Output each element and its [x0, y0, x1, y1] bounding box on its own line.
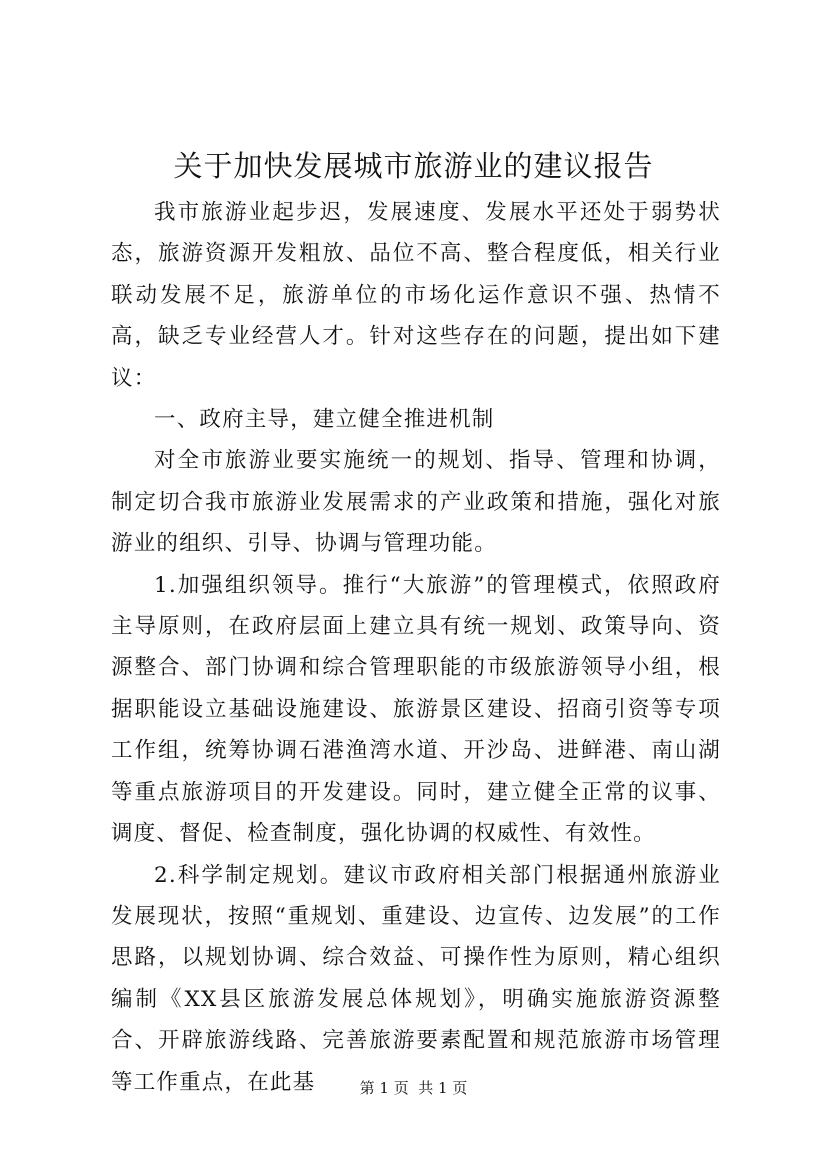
- paragraph-intro: 我市旅游业起步迟，发展速度、发展水平还处于弱势状态，旅游资源开发粗放、品位不高、整合程度低，相关行业联动发展不足，旅游单位的市场化运作意识不强、热情不高，缺乏专业经营人才。针对这些存在的问题，提出如下建议：: [111, 200, 721, 391]
- document-title: 关于加快发展城市旅游业的建议报告: [173, 149, 654, 183]
- paragraph-item-2: 2.科学制定规划。建议市政府相关部门根据通州旅游业发展现状，按照“重规划、重建设、边宣传、边发展”的工作思路，以规划协调、综合效益、可操作性为原则，精心组织编制《XX县区旅游发展总体规划》，明确实施旅游资源整合、开辟旅游线路、完善旅游要素配置和规范旅游市场管理等工作重点，在此基: [111, 862, 721, 1095]
- page-number-label: 第 1 页 共 1 页: [359, 1079, 468, 1097]
- paragraph-section-1-overview: 对全市旅游业要实施统一的规划、指导、管理和协调，制定切合我市旅游业发展需求的产业政策和措施，强化对旅游业的组织、引导、协调与管理功能。: [111, 448, 721, 557]
- page-footer: [0, 1078, 827, 1098]
- document-body: [111, 192, 721, 1103]
- paragraph-item-1: 1.加强组织领导。推行“大旅游”的管理模式，依照政府主导原则，在政府层面上建立具有统一规划、政策导向、资源整合、部门协调和综合管理职能的市级旅游领导小组，根据职能设立基础设施建设、旅游景区建设、招商引资等专项工作组，统筹协调石港渔湾水道、开沙岛、进鲜港、南山湖等重点旅游项目的开发建设。同时，建立健全正常的议事、调度、督促、检查制度，强化协调的权威性、有效性。: [111, 572, 721, 847]
- section-heading-1: 一、政府主导，建立健全推进机制: [154, 407, 495, 433]
